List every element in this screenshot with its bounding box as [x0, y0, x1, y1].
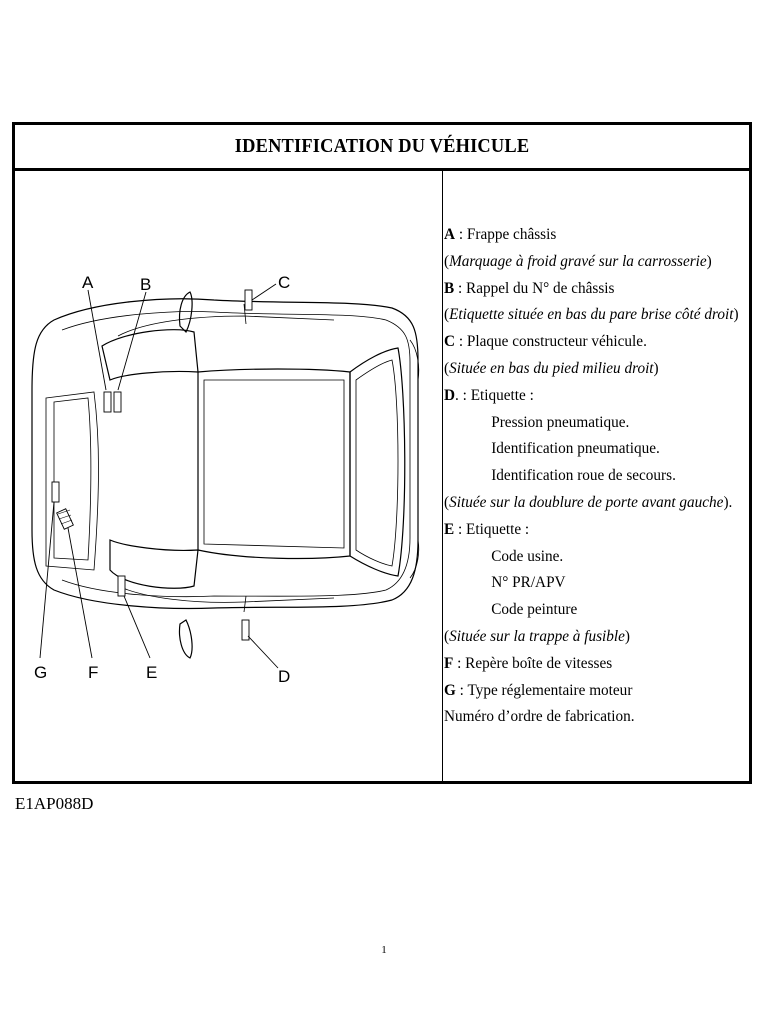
legend-d-item: Identification pneumatique. — [491, 440, 660, 458]
tag-c — [245, 290, 252, 310]
legend-d-note: (Située sur la doublure de porte avant gauche). — [444, 493, 733, 511]
legend-d-item: Identification roue de secours. — [491, 467, 676, 485]
legend-last-line: Numéro d’ordre de fabrication. — [444, 708, 635, 726]
legend-g: G : Type réglementaire moteur — [444, 681, 633, 699]
legend-e: E : Etiquette : — [444, 520, 530, 538]
tag-e — [118, 576, 125, 596]
legend-d-item: Pression pneumatique. — [491, 413, 630, 431]
legend — [444, 222, 754, 731]
label-b: B — [140, 275, 152, 294]
legend-a-note: (Marquage à froid gravé sur la carrosserie) — [444, 252, 712, 270]
legend-a: A : Frappe châssis — [444, 226, 557, 243]
legend-b: B : Rappel du N° de châssis — [444, 279, 615, 297]
legend-c: C : Plaque constructeur véhicule. — [444, 333, 647, 351]
legend-c-note: (Située en bas du pied milieu droit) — [444, 359, 659, 377]
windshield — [102, 330, 198, 380]
right-mirror — [179, 620, 192, 658]
tag-b — [114, 392, 121, 412]
tag-d — [242, 620, 249, 640]
tag-a — [104, 392, 111, 412]
figure-reference: E1AP088D — [15, 794, 94, 813]
page-title: IDENTIFICATION DU VÉHICULE — [234, 135, 530, 157]
legend-b-note: (Etiquette située en bas du pare brise côté droit) — [444, 306, 739, 324]
legend-e-item: N° PR/APV — [491, 574, 566, 592]
roof — [198, 369, 350, 558]
label-a: A — [82, 273, 94, 292]
page-number: 1 — [381, 944, 387, 956]
legend-e-item: Code peinture — [491, 601, 578, 619]
label-d: D — [278, 667, 291, 686]
rear-window — [350, 348, 405, 576]
title-row — [15, 125, 749, 171]
label-f: F — [88, 663, 99, 682]
left-mirror — [179, 292, 192, 332]
legend-f: F : Repère boîte de vitesses — [444, 654, 613, 672]
tag-f-hatch — [57, 509, 74, 530]
legend-e-item: Code usine. — [491, 547, 564, 565]
legend-e-note: (Située sur la trappe à fusible) — [444, 627, 630, 645]
tag-g — [52, 482, 59, 502]
label-g: G — [34, 663, 48, 682]
label-c: C — [278, 273, 291, 292]
legend-d: D. : Etiquette : — [444, 386, 534, 404]
label-e: E — [146, 663, 158, 682]
column-divider — [442, 171, 443, 781]
vehicle-top-view-diagram — [14, 240, 426, 710]
